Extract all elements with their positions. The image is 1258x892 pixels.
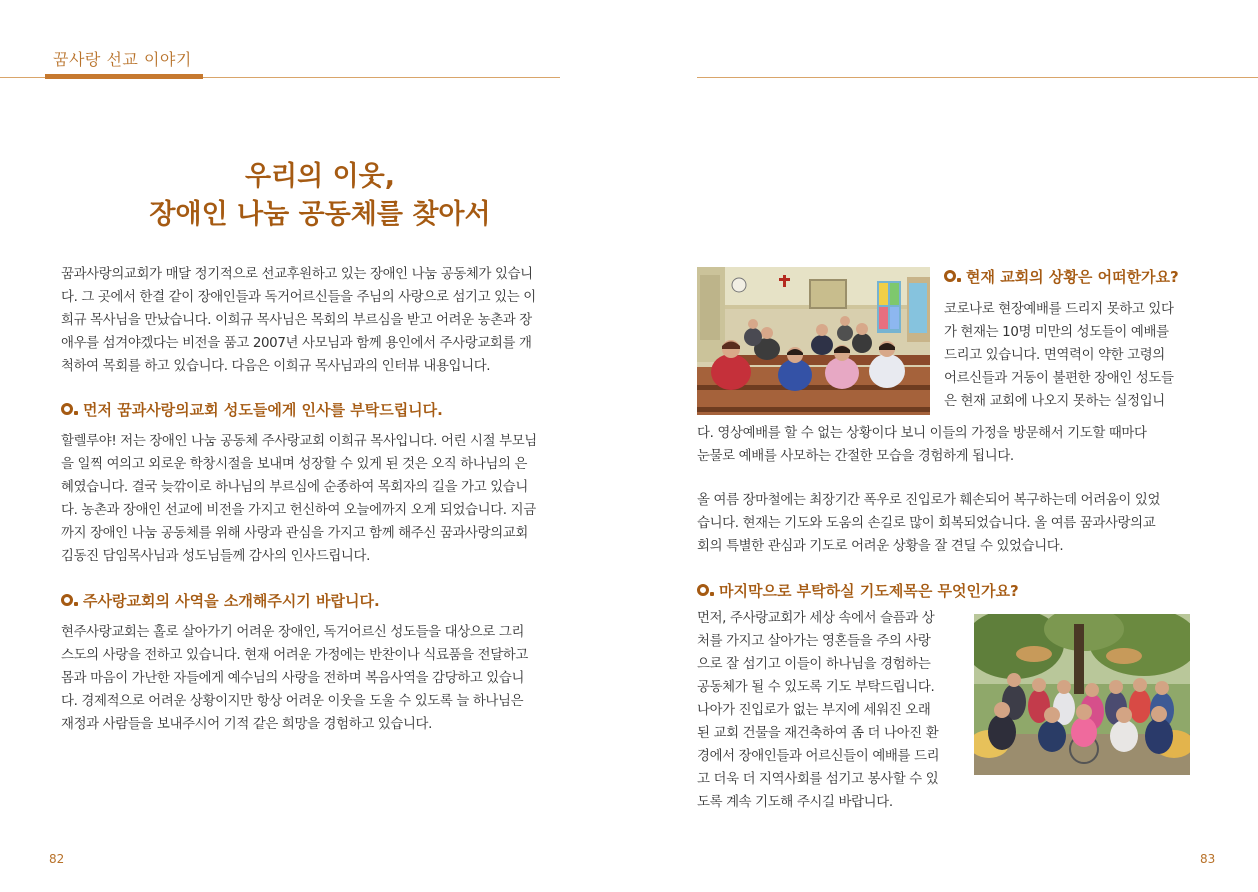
answer-paragraph-3b: 다. 영상예배를 할 수 없는 상황이다 보니 이들의 가정을 방문해서 기도할 때마다 눈물로 예배를 사모하는 간절한 모습을 경험하게 됩니다.: [697, 426, 1147, 464]
header-rule-right: [697, 77, 1258, 78]
section-label: 꿈사랑 선교 이야기: [53, 50, 192, 69]
q-badge-icon: [697, 584, 715, 598]
church-worship-photo: [697, 267, 930, 415]
page-number-right: 83: [1200, 852, 1216, 866]
group-outdoor-photo: [974, 614, 1190, 775]
answer-paragraph-1: 할렐루야! 저는 장애인 나눔 공동체 주사랑교회 이희규 목사입니다. 어린 시절 부모님 을 일찍 여의고 외로운 학창시절을 보내며 성장할 수 있게 된 것은 오직 하나님의 은 혜였습니다. 결국 늦깎이로 하나님의 부르심에 순종하여 목회자의 길을 가고 있습니 다. 농촌과 장애인 선교에 비전을 가지고 헌신하여 오늘에까지 오게 되었습니다. 지금 까지 장애인 나눔 공동체를 위해 사랑과 관심을 가지고 함께 해주신 꿈과사랑의교회 김동진 담임목사님과 성도님들께 감사의 인사드립니다.: [61, 434, 537, 564]
header-accent-bar: [45, 74, 203, 79]
question-heading-3: 현재 교회의 상황은 어떠한가요?: [944, 266, 1179, 287]
article-title: [0, 158, 640, 234]
title-line-2: 장애인 나눔 공동체를 찾아서: [149, 199, 491, 230]
answer-paragraph-2: 현주사랑교회는 홀로 살아가기 어려운 장애인, 독거어르신 성도들을 대상으로 그리 스도의 사랑을 전하고 있습니다. 현재 어려운 가정에는 반찬이나 식료품을 전달하고 몸과 마음이 가난한 자들에게 예수님의 사랑을 전하며 복음사역을 감당하고 있습니 다. 경제적으로 어려운 상황이지만 항상 어려운 이웃을 도울 수 있도록 늘 하나님은 재정과 사람들을 보내주시어 기적 같은 희망을 경험하고 있습니다.: [61, 625, 528, 732]
q-badge-icon: [61, 403, 79, 417]
question-heading-2: 주사랑교회의 사역을 소개해주시기 바랍니다.: [61, 590, 380, 611]
q-badge-icon: [61, 594, 79, 608]
answer-paragraph-3c: 올 여름 장마철에는 최장기간 폭우로 진입로가 훼손되어 복구하는데 어려움이 있었 습니다. 현재는 기도와 도움의 손길로 많이 회복되었습니다. 올 여름 꿈과사랑의교 회의 특별한 관심과 기도로 어려운 상황을 잘 견딜 수 있었습니다.: [697, 493, 1161, 554]
question-heading-1: 먼저 꿈과사랑의교회 성도들에게 인사를 부탁드립니다.: [61, 399, 443, 420]
page-number-left: 82: [49, 852, 65, 866]
answer-paragraph-3a: 코로나로 현장예배를 드리지 못하고 있다 가 현재는 10명 미만의 성도들이 예배를 드리고 있습니다. 면역력이 약한 고령의 어르신들과 거동이 불편한 장애인 성도들 은 현재 교회에 나오지 못하는 실정입니: [944, 302, 1174, 409]
intro-paragraph: 꿈과사랑의교회가 매달 정기적으로 선교후원하고 있는 장애인 나눔 공동체가 있습니 다. 그 곳에서 한결 같이 장애인들과 독거어르신들을 주님의 사랑으로 섬기고 있는 이 희규 목사님을 만났습니다. 이희규 목사님은 목회의 부르심을 받고 어려운 농촌과 장 애우를 섬겨야겠다는 비전을 품고 2007년 사모님과 함께 용인에서 주사랑교회를 개 척하여 목회를 하고 있습니다. 다음은 이희규 목사님과의 인터뷰 내용입니다.: [61, 267, 536, 374]
title-line-1: 우리의 이웃,: [244, 161, 396, 192]
q-badge-icon: [944, 270, 962, 284]
question-heading-4: 마지막으로 부탁하실 기도제목은 무엇인가요?: [697, 580, 1019, 601]
answer-paragraph-4: 먼저, 주사랑교회가 세상 속에서 슬픔과 상 처를 가지고 살아가는 영혼들을 주의 사랑 으로 잘 섬기고 이들이 하나님을 경험하는 공동체가 될 수 있도록 기도 부탁드립니다. 나아가 진입로가 없는 부지에 세워진 오래 된 교회 건물을 재건축하여 좀 더 나아진 환 경에서 장애인들과 어르신들이 예배를 드리 고 더욱 더 지역사회를 섬기고 봉사할 수 있 도록 계속 기도해 주시길 바랍니다.: [697, 611, 940, 810]
